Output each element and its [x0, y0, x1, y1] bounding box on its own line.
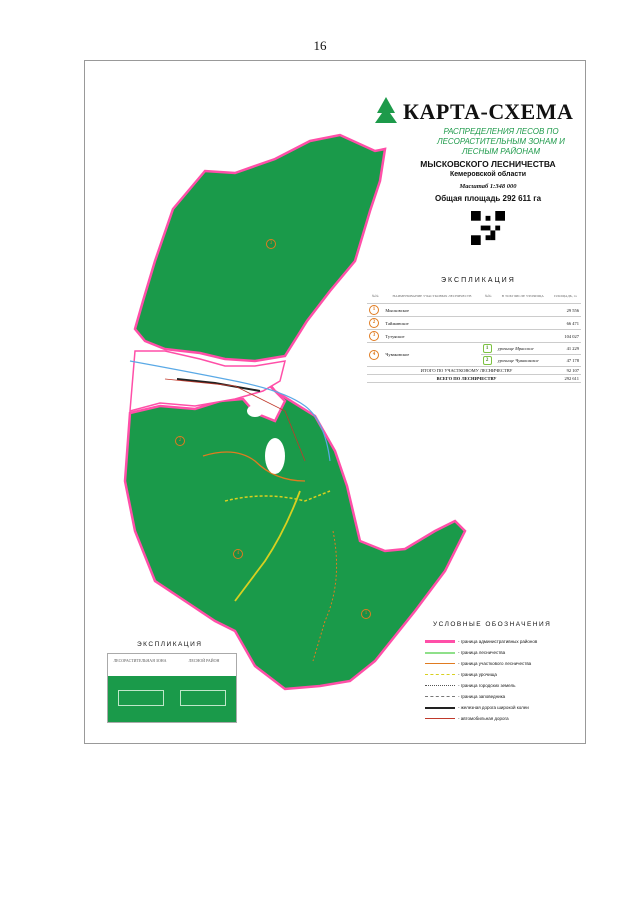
table-row: 4 Чуваковское 1 урочище Мрасское 41 229 [367, 343, 581, 355]
total-area: Общая площадь 292 611 га [434, 194, 542, 203]
explication-table [367, 289, 581, 383]
legend-label: - автомобильная дорога [458, 716, 509, 721]
legend-label: - граница городских земель [458, 683, 516, 688]
zone-marker-2: 2 [175, 436, 185, 446]
legend-label: - граница лесничества [458, 650, 506, 655]
grand-total-row: ВСЕГО ПО ЛЕСНИЧЕСТВУ 292 611 [367, 375, 581, 383]
forestry-logo-icon [373, 95, 399, 125]
qr-code-icon [471, 211, 505, 245]
forestry-name: МЫСКОВСКОГО ЛЕСНИЧЕСТВА [420, 159, 556, 169]
legend-title: УСЛОВНЫЕ ОБОЗНАЧЕНИЯ [433, 621, 552, 628]
district-cell [180, 690, 226, 706]
table-row: 2 Тайжинское 66 471 [367, 317, 581, 330]
reservoir [265, 438, 285, 474]
map-scale: Масштаб 1:348 000 [459, 183, 517, 190]
legend-swatch [425, 707, 455, 709]
legend-item [425, 702, 585, 713]
zone-explication-table [107, 653, 237, 723]
legend-item [425, 691, 585, 702]
legend-item [425, 636, 585, 647]
legend-swatch [425, 663, 455, 664]
legend-swatch [425, 640, 455, 643]
legend-swatch [425, 685, 455, 686]
legend-item [425, 713, 585, 724]
table-row: 1 Мысковское 29 556 [367, 304, 581, 317]
legend-label: - граница административных районов [458, 639, 538, 644]
lake [247, 405, 263, 417]
page-number: 16 [313, 38, 327, 53]
legend [425, 636, 585, 724]
legend-label: - граница участкового лесничества [458, 661, 532, 666]
zone-header: ЛЕСОРАСТИТЕЛЬНАЯ ЗОНА [113, 658, 167, 663]
region-name: Кемеровской области [449, 171, 527, 178]
total-row: ИТОГО ПО УЧАСТКОВОМУ ЛЕСНИЧЕСТВУ 92 107 [367, 367, 581, 375]
forest-area-north [135, 135, 385, 361]
zone-cell [118, 690, 164, 706]
explication-title: ЭКСПЛИКАЦИЯ [441, 277, 516, 284]
legend-swatch [425, 718, 455, 719]
legend-swatch [425, 652, 455, 654]
legend-label: - граница заповедника [458, 694, 506, 699]
table-row: 3 Тутуяское 104 027 [367, 330, 581, 343]
legend-item [425, 680, 585, 691]
explication2-title: ЭКСПЛИКАЦИЯ [137, 641, 203, 648]
legend-label: - граница урочища [458, 672, 497, 677]
map-title: КАРТА-СХЕМА [403, 99, 574, 124]
district-header: ЛЕСНОЙ РАЙОН [188, 658, 220, 663]
legend-swatch [425, 696, 455, 697]
legend-label: - железная дорога широкой колеи [458, 705, 529, 710]
table-row: 2 урочище Чуваковское 47 178 [367, 355, 581, 367]
zone-marker-4: 4 [233, 549, 243, 559]
legend-item [425, 647, 585, 658]
legend-swatch [425, 674, 455, 675]
map-subtitle: РАСПРЕДЕЛЕНИЯ ЛЕСОВ ПО ЛЕСОРАСТИТЕЛЬНЫМ ЗОНАМ И ЛЕСНЫМ РАЙОНАМ [437, 127, 565, 156]
legend-item [425, 669, 585, 680]
zone-cells [108, 676, 236, 722]
legend-item [425, 658, 585, 669]
explication-header: №№ НАИМЕНОВАНИЕ УЧАСТКОВЫХ ЛЕСНИЧЕСТВ №№ В ТОМ ЧИСЛЕ УРОЧИЩА ПЛОЩАДЬ, га [367, 289, 581, 304]
map-frame [84, 60, 586, 744]
zone-marker-3: 3 [266, 239, 276, 249]
zone-marker-1: 1 [361, 609, 371, 619]
